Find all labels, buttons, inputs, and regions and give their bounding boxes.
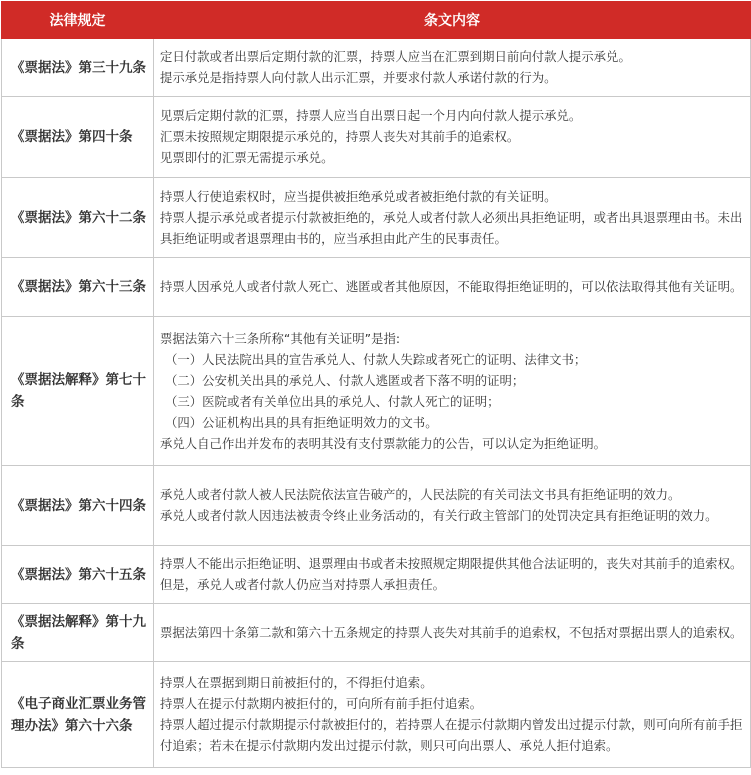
article-line: 汇票未按照规定期限提示承兑的，持票人丧失对其前手的追索权。 [160,129,520,144]
header-article-content: 条文内容 [154,2,751,39]
header-law-provision: 法律规定 [2,2,154,39]
article-line: 承兑人自己作出并发布的表明其没有支付票款能力的公告，可以认定为拒绝证明。 [160,435,607,451]
article-line: 见票即付的汇票无需提示承兑。 [160,150,334,165]
article-line: 票据法第六十三条所称“其他有关证明”是指: [160,330,401,346]
article-content-cell [154,39,751,97]
law-name-cell: 《票据法》第六十三条 [2,258,154,317]
article-line: 持票人不能出示拒绝证明、退票理由书或者未按照规定期限提供其他合法证明的，丧失对其前手的追索权。但是，承兑人或者付款人仍应当对持票人承担责任。 [160,556,743,592]
table-row [2,604,751,662]
article-line: 票据法第四十条第二款和第六十五条规定的持票人丧失对其前手的追索权，不包括对票据出票人的追索权。 [160,624,743,640]
table-row [2,317,751,466]
table-row [2,258,751,317]
article-line: 持票人在提示付款期内被拒付的，可向所有前手拒付追索。 [160,696,483,711]
law-name-cell: 《票据法》第六十二条 [2,178,154,258]
article-line: 持票人因承兑人或者付款人死亡、逃匿或者其他原因，不能取得拒绝证明的，可以依法取得其他有关证明。 [160,279,743,294]
article-content-cell [154,546,751,604]
article-line: 提示承兑是指持票人向付款人出示汇票，并要求付款人承诺付款的行为。 [160,70,557,85]
article-content-cell [154,466,751,546]
law-provisions-table [1,1,751,768]
table-row [2,662,751,768]
law-name-cell: 《票据法》第六十四条 [2,466,154,546]
article-content-cell [154,97,751,178]
law-name-cell: 《票据法解释》第十九条 [2,604,154,662]
article-content-cell [154,604,751,662]
article-line: 持票人提示承兑或者提示付款被拒绝的，承兑人或者付款人必须出具拒绝证明，或者出具退票理由书。未出具拒绝证明或者退票理由书的，应当承担由此产生的民事责任。 [160,209,743,246]
law-name-cell: 《票据法》第三十九条 [2,39,154,97]
table-row [2,546,751,604]
article-line: 承兑人或者付款人被人民法院依法宣告破产的，人民法院的有关司法文书具有拒绝证明的效力。 [160,487,681,502]
article-content-cell [154,317,751,466]
law-name-cell: 《电子商业汇票业务管理办法》第六十六条 [2,662,154,768]
article-line: 持票人在票据到期日前被拒付的，不得拒付追索。 [160,675,433,690]
article-line: （四）公证机构出具的具有拒绝证明效力的文书。 [165,414,438,430]
article-line: 持票人超过提示付款期提示付款被拒付的，若持票人在提示付款期内曾发出过提示付款，则可向所有前手拒付追索；若未在提示付款期内发出过提示付款，则只可向出票人、承兑人拒付追索。 [160,717,743,753]
table-header-row [2,2,751,39]
table-row [2,178,751,258]
law-name-cell: 《票据法解释》第七十条 [2,317,154,466]
law-name-cell: 《票据法》第六十五条 [2,546,154,604]
law-name-cell: 《票据法》第四十条 [2,97,154,178]
article-content-cell [154,258,751,317]
article-line: 承兑人或者付款人因违法被责令终止业务活动的，有关行政主管部门的处罚决定具有拒绝证明的效力。 [160,508,718,523]
article-line: （一）人民法院出具的宣告承兑人、付款人失踪或者死亡的证明、法律文书； [165,351,587,367]
table-row [2,39,751,97]
article-line: （三）医院或者有关单位出具的承兑人、付款人死亡的证明； [165,393,500,409]
table-row [2,97,751,178]
article-content-cell [154,662,751,768]
article-line: （二）公安机关出具的承兑人、付款人逃匿或者下落不明的证明； [165,372,525,388]
table-row [2,466,751,546]
article-line: 见票后定期付款的汇票，持票人应当自出票日起一个月内向付款人提示承兑。 [160,108,582,123]
article-line: 持票人行使追索权时，应当提供被拒绝承兑或者被拒绝付款的有关证明。 [160,188,557,204]
article-line: 定日付款或者出票后定期付款的汇票，持票人应当在汇票到期日前向付款人提示承兑。 [160,49,631,64]
article-content-cell [154,178,751,258]
